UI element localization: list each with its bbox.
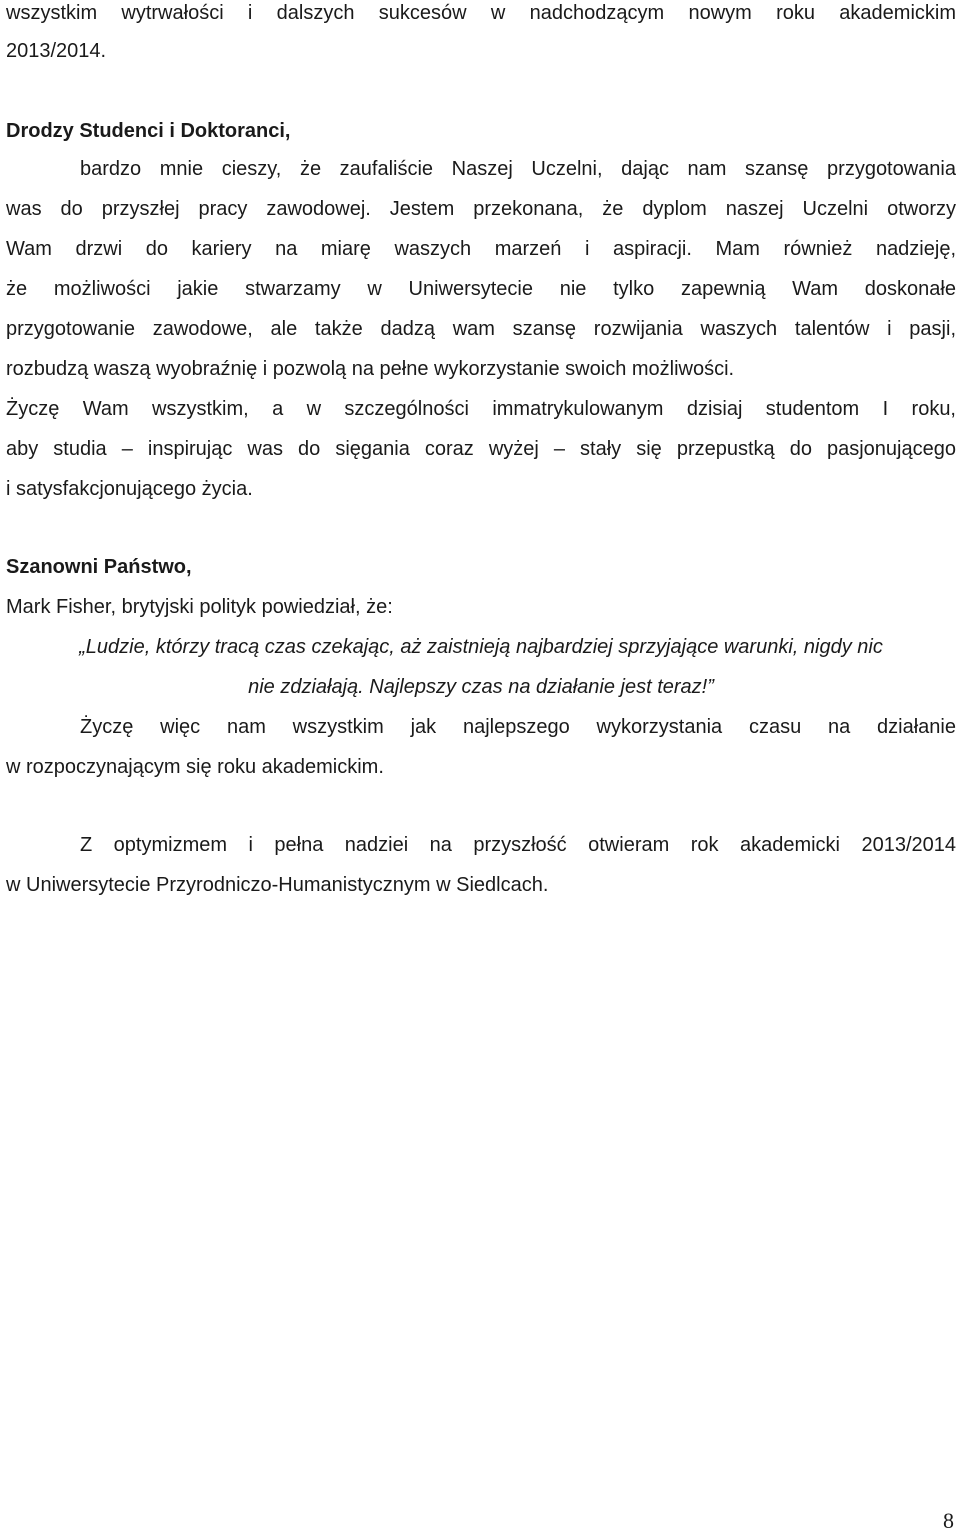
text-line: że możliwości jakie stwarzamy w Uniwersytecie nie tylko zapewnią Wam doskonałe <box>6 278 956 300</box>
text-line: was do przyszłej pracy zawodowej. Jestem przekonana, że dyplom naszej Uczelni otworzy <box>6 198 956 220</box>
text-line: przygotowanie zawodowe, ale także dadzą wam szansę rozwijania waszych talentów i pasji, <box>6 318 956 340</box>
greeting-heading: Drodzy Studenci i Doktoranci, <box>6 120 291 142</box>
text-line: rozbudzą waszą wyobraźnię i pozwolą na pełne wykorzystanie swoich możliwości. <box>6 358 735 380</box>
text-line: w Uniwersytecie Przyrodniczo-Humanistycznym w Siedlcach. <box>6 874 549 896</box>
text-line: wszystkim wytrwałości i dalszych sukcesów w nadchodzącym nowym roku akademickim <box>6 2 956 24</box>
text-line: Wam drzwi do kariery na miarę waszych marzeń i aspiracji. Mam również nadzieję, <box>6 238 956 260</box>
text-line: i satysfakcjonującego życia. <box>6 478 253 500</box>
text-line: Z optymizmem i pełna nadziei na przyszłość otwieram rok akademicki 2013/2014 <box>80 834 956 856</box>
text-line: Mark Fisher, brytyjski polityk powiedział, że: <box>6 596 393 618</box>
quote-line: nie zdziałają. Najlepszy czas na działanie jest teraz!” <box>248 676 714 698</box>
page-number: 8 <box>943 1508 954 1533</box>
text-line: w rozpoczynającym się roku akademickim. <box>6 756 384 778</box>
text-line: Życzę Wam wszystkim, a w szczególności immatrykulowanym dzisiaj studentom I roku, <box>6 398 956 420</box>
text-line: aby studia – inspirując was do sięgania coraz wyżej – stały się przepustką do pasjonującego <box>6 438 956 460</box>
text-line: bardzo mnie cieszy, że zaufaliście Naszej Uczelni, dając nam szansę przygotowania <box>80 158 956 180</box>
text-line: 2013/2014. <box>6 40 107 62</box>
greeting-heading: Szanowni Państwo, <box>6 556 192 578</box>
text-line: Życzę więc nam wszystkim jak najlepszego wykorzystania czasu na działanie <box>80 716 956 738</box>
quote-line: „Ludzie, którzy tracą czas czekając, aż zaistnieją najbardziej sprzyjające warunki, nigdy nic <box>79 636 883 658</box>
